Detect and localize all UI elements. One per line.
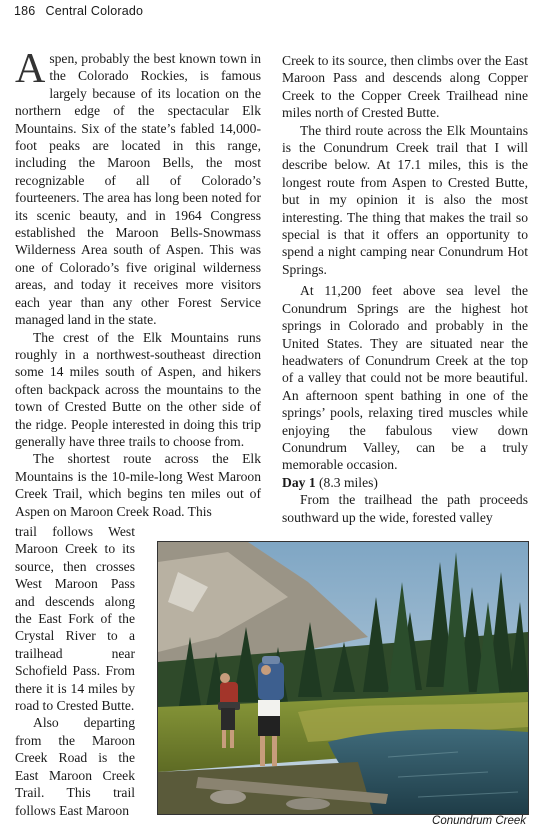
paragraph-shortest-route-cont: trail follows West Maroon Creek to its source, then crosses West Maroon Pass and descends along the East Fork of the Crystal River to a trailhead near Schofield Pass. From there it is 14 miles by road to Crested Butte.: [15, 524, 135, 714]
section-title: Central Colorado: [45, 4, 144, 18]
paragraph-shortest-route: The shortest route across the Elk Mountains is the 10-mile-long West Maroon Creek Trail, which begins ten miles out of Aspen on Maroon Creek Road. This: [15, 451, 261, 519]
paragraph-third-route: The third route across the Elk Mountains is the Conundrum Creek trail that I will describe below. At 17.1 miles, this is the longest route from Aspen to Crested Butte, but in my opinion it is also the most interesting. The thing that makes the trail so special is that it offers an opportunity to spend a night camping near Conundrum Hot Springs.: [282, 122, 528, 277]
day-number: 1: [308, 474, 316, 490]
day-label: Day: [282, 474, 306, 490]
drop-cap: A: [15, 46, 46, 92]
paragraph-east-maroon: Also departing from the Maroon Creek Road is the East Maroon Creek Trail. This trail follows East Maroon: [15, 715, 135, 818]
page-number: 186: [14, 4, 36, 18]
day-distance: (8.3 miles): [319, 474, 378, 490]
paragraph-intro: [15, 46, 261, 329]
paragraph-day-one: From the trailhead the path proceeds southward up the wide, forested valley: [282, 492, 528, 525]
paragraph-elk-crest: The crest of the Elk Mountains runs roughly in a northwest-southeast direction some 14 miles south of Aspen, and hikers often backpack across the mountains to the town of Crested Butte on the other side of the ridge. People interested in doing this trip generally have three trails to choose from.: [15, 329, 261, 449]
left-column: [15, 46, 261, 520]
paragraph-east-maroon-cont: Creek to its source, then climbs over the East Maroon Pass and descends along Copper Creek to the Copper Creek Trailhead nine miles north of Crested Butte.: [282, 53, 528, 121]
paragraph-hot-springs: At 11,200 feet above sea level the Conundrum Springs are the highest hot springs in Colorado and probably in the United States. They are situated near the headwaters of Conundrum Creek at the top of a valley that could not be more beautiful. An afternoon spent bathing in one of the springs’ pools, relaxing tired muscles while enjoying the fabulous view down Conundrum Valley, can be a truly memorable occasion.: [282, 283, 528, 473]
day-heading: [282, 474, 528, 491]
running-head: [14, 4, 143, 18]
photo-conundrum-creek: [157, 541, 529, 815]
right-column: [282, 52, 528, 526]
paragraph-intro-text: spen, probably the best known town in the Colorado Rockies, is famous largely because of its location on the northern edge of the spectacular Elk Mountains. Six of the state’s fabled 14,000-foot peaks are located in this range, including the Maroon Bells, the most recognizable of all of Colorado’s fourteeners. The area has long been noted for its scenic beauty, and in 1964 Congress established the Maroon Bells-Snowmass Wilderness Area south of Aspen. This was one of Colorado’s five original wilderness areas, and today it receives more visitors each year than any other Forest Service managed land in the state.: [15, 51, 261, 328]
photo-caption: Conundrum Creek: [432, 815, 526, 827]
photo-illustration: [158, 542, 528, 814]
narrow-column: [15, 523, 135, 819]
